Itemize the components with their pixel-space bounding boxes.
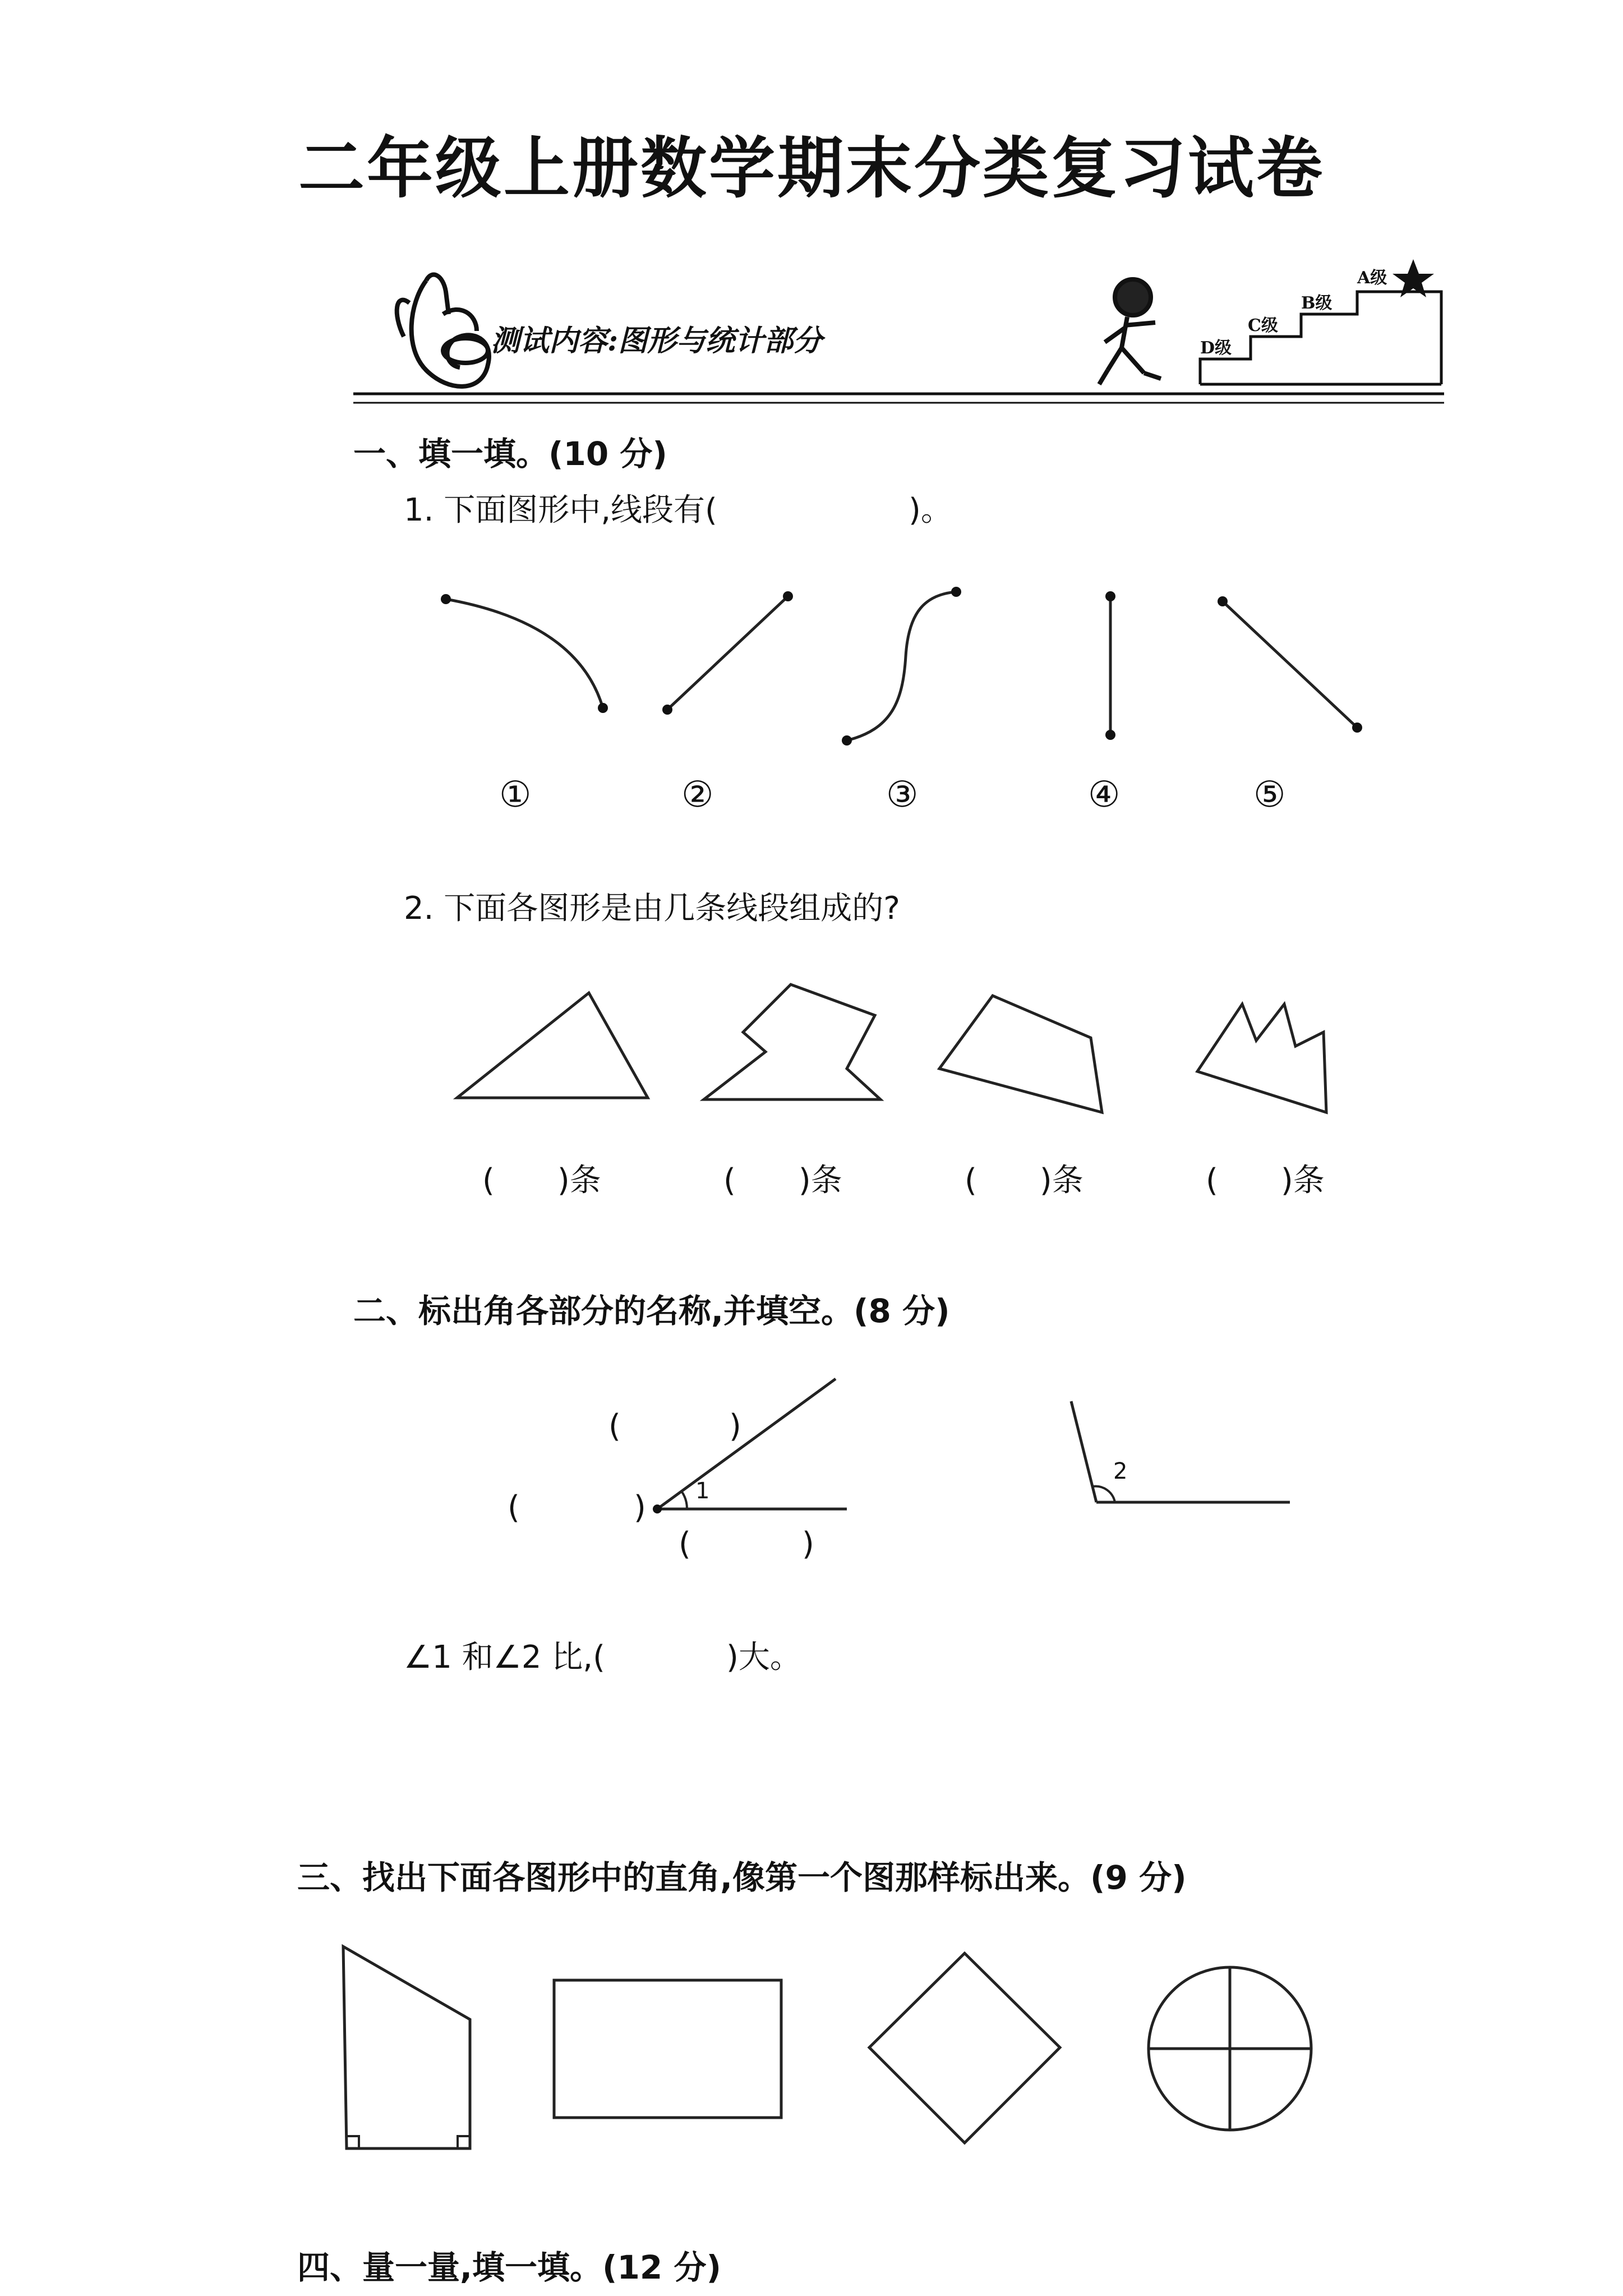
blank-ray-open: ( <box>608 1408 621 1444</box>
blank-shape-3: ( )条 <box>965 1162 1083 1199</box>
shape-quadrilateral <box>939 996 1102 1112</box>
shape-zigzag <box>704 984 880 1099</box>
figure-3-curve <box>847 592 956 740</box>
level-a: A级 <box>1357 268 1387 288</box>
angle-1-vertex <box>653 1504 662 1513</box>
blank-vertex-open: ( <box>508 1489 520 1526</box>
level-d: D级 <box>1200 338 1232 358</box>
test-content-label: 测试内容:图形与统计部分 <box>491 324 823 358</box>
ok-hand-icon <box>397 275 489 386</box>
figure-2-segment <box>667 596 788 710</box>
blank-ray-close: ) <box>729 1408 741 1444</box>
angle-2-label: 2 <box>1113 1458 1128 1484</box>
label-4: ④ <box>1088 774 1121 816</box>
compare-prefix: ∠1 和∠2 比,( <box>404 1639 605 1676</box>
section-1-heading: 一、填一填。(10 分) <box>353 435 667 473</box>
right-angle-mark-right <box>458 2136 470 2148</box>
page-title: 二年级上册数学期末分类复习试卷 <box>298 130 1325 207</box>
blank-shape-2: ( )条 <box>723 1162 842 1199</box>
blank-side-open: ( <box>679 1526 691 1562</box>
shape-rectangle <box>554 1980 781 2118</box>
section-4-heading: 四、量一量,填一填。(12 分) <box>297 2248 721 2286</box>
label-1: ① <box>499 774 532 816</box>
level-b: B级 <box>1301 293 1332 313</box>
running-boy-icon <box>1099 279 1161 384</box>
label-5: ⑤ <box>1253 774 1286 816</box>
compare-suffix: )大。 <box>726 1639 801 1676</box>
q1-close: )。 <box>909 492 952 528</box>
section-2-heading: 二、标出角各部分的名称,并填空。(8 分) <box>353 1292 950 1330</box>
label-3: ③ <box>886 774 919 816</box>
angle-1-label: 1 <box>695 1478 710 1504</box>
label-2: ② <box>681 774 714 816</box>
q1-text: 1. 下面图形中,线段有( <box>404 492 717 528</box>
section-3-heading: 三、找出下面各图形中的直角,像第一个图那样标出来。(9 分) <box>297 1858 1187 1897</box>
shape-triangle <box>457 993 648 1098</box>
blank-shape-4: ( )条 <box>1206 1162 1325 1199</box>
blank-side-close: ) <box>802 1526 814 1562</box>
right-angle-mark-left <box>347 2136 359 2148</box>
shape-trapezoid <box>343 1947 470 2148</box>
angle-1-ray-upper <box>657 1379 836 1509</box>
figure-1-curve <box>446 599 603 708</box>
angle-1-arc <box>681 1491 687 1509</box>
shape-crown <box>1197 1004 1326 1112</box>
level-staircase <box>1200 292 1441 384</box>
blank-vertex-close: ) <box>634 1489 646 1526</box>
figure-5-segment <box>1223 601 1357 728</box>
blank-shape-1: ( )条 <box>482 1162 601 1199</box>
level-c: C级 <box>1248 316 1278 335</box>
shape-diamond <box>869 1953 1060 2143</box>
q2-text: 2. 下面各图形是由几条线段组成的? <box>404 890 900 927</box>
